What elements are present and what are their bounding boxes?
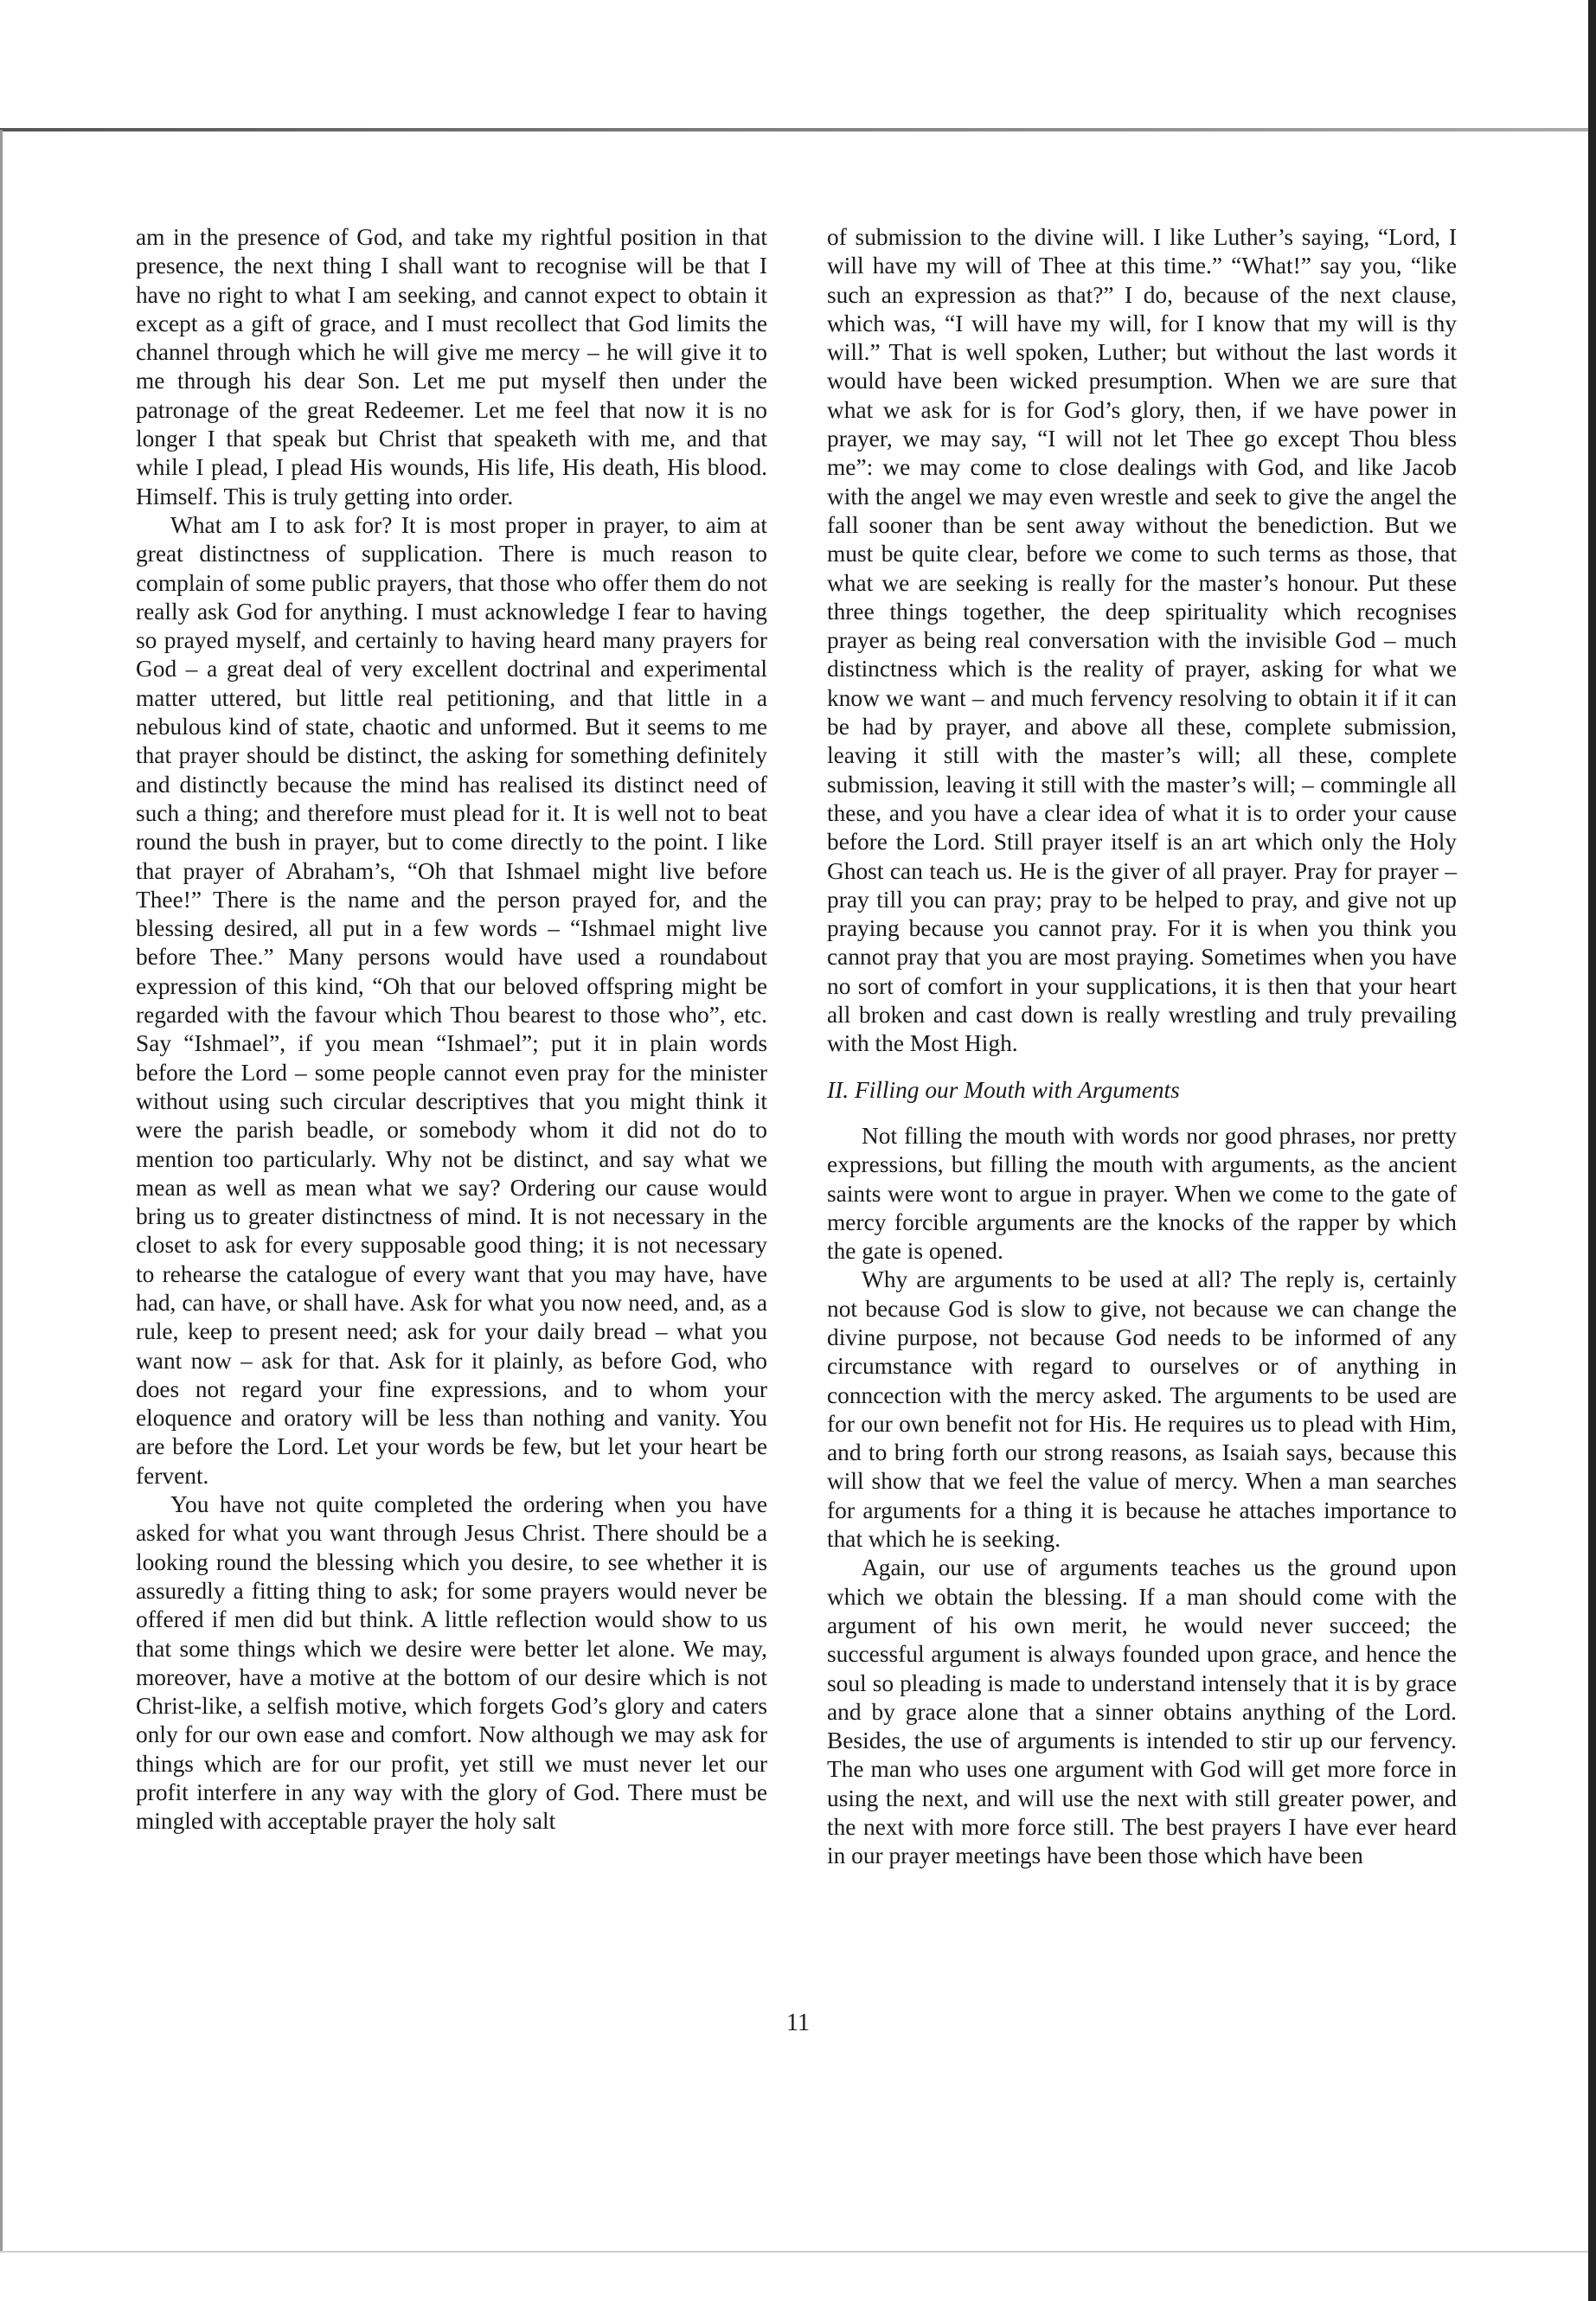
scan-edge-top bbox=[0, 128, 1596, 131]
paragraph: of submission to the divine will. I like Luther’s saying, “Lord, I will have my will of Thee at this time.” “What!” say you, “like such an expression as that?” I do, because of the next clause, which was, “I will have my will, for I know that my will is thy will.” That is well spoken, Luther; but without the last words it would have been wicked presumption. When we are sure that what we ask for is for God’s glory, then, if we have power in prayer, we may say, “I will not let Thee go except Thou bless me”: we may come to close dealings with God, and like Jacob with the angel we may even wrestle and seek to give the angel the fall sooner than be sent away without the benediction. But we must be quite clear, before we come to such terms as those, that what we are seeking is really for the master’s honour. Put these three things together, the deep spirituality which recognises prayer as being real conversation with the invisible God – much distinctness which is the reality of prayer, asking for what we know we want – and much fervency resolving to obtain it if it can be had by prayer, and above all these, complete submission, leaving it still with the master’s will; all these, complete submission, leaving it still with the master’s will; – commingle all these, and you have a clear idea of what it is to order your cause before the Lord. Still prayer itself is an art which only the Holy Ghost can teach us. He is the giver of all prayer. Pray for prayer – pray till you can pray; pray to be helped to pray, and give not up praying because you cannot pray. For it is when you think you cannot pray that you are most praying. Sometimes when you have no sort of comfort in your supplications, it is then that your heart all broken and cast down is really wrestling and truly prevailing with the Most High. bbox=[827, 224, 1457, 1057]
right-column bbox=[827, 223, 1457, 1871]
page-number: 11 bbox=[786, 2009, 810, 2036]
left-column bbox=[136, 223, 767, 1836]
scan-edge-bottom bbox=[0, 2251, 1588, 2253]
paragraph: Why are arguments to be used at all? The reply is, certainly not because God is slow to give, not because we can change the divine purpose, not because God needs to be informed of any circumstance with regard to ourselves or of anything in conncection with the mercy asked. The arguments to be used are for our own benefit not for His. He requires us to plead with Him, and to bring forth our strong reasons, as Isaiah says, because this will show that we feel the value of mercy. When a man searches for arguments for a thing it is because he attaches importance to that which he is seeking. bbox=[827, 1266, 1457, 1553]
paragraph: Not filling the mouth with words nor good phrases, nor pretty expressions, but filling the mouth with arguments, as the ancient saints were wont to argue in prayer. When we come to the gate of mercy forcible arguments are the knocks of the rapper by which the gate is opened. bbox=[827, 1122, 1457, 1265]
paragraph: Again, our use of arguments teaches us the ground upon which we obtain the blessing. If a man should come with the argument of his own merit, he would never succeed; the successful argument is always founded upon grace, and hence the soul so pleading is made to understand intensely that it is by grace and by grace alone that a sinner obtains anything of the Lord. Besides, the use of arguments is intended to stir up our fervency. The man who uses one argument with God will get more force in using the next, and will use the next with still greater power, and the next with more force still. The best prayers I have ever heard in our prayer meetings have been those which have been bbox=[827, 1554, 1457, 1869]
scan-edge-right bbox=[1588, 0, 1596, 2301]
paragraph: am in the presence of God, and take my rightful position in that presence, the next thing I shall want to recognise will be that I have no right to what I am seeking, and cannot expect to obtain it except as a gift of grace, and I must recollect that God limits the channel through which he will give me mercy – he will give it to me through his dear Son. Let me put myself then under the patronage of the great Redeemer. Let me feel that now it is no longer I that speak but Christ that speaketh with me, and that while I plead, I plead His wounds, His life, His death, His blood. Himself. This is truly getting into order. bbox=[136, 224, 767, 510]
scan-edge-left bbox=[0, 130, 3, 2251]
paragraph: What am I to ask for? It is most proper in prayer, to aim at great distinctness of supplication. There is much reason to complain of some public prayers, that those who offer them do not really ask God for anything. I must acknowledge I fear to having so prayed myself, and certainly to having heard many prayers for God – a great deal of very excellent doctrinal and experimental matter uttered, but little real petitioning, and that little in a nebulous kind of state, chaotic and unformed. But it seems to me that prayer should be distinct, the asking for something definitely and distinctly because the mind has realised its distinct need of such a thing; and therefore must plead for it. It is well not to beat round the bush in prayer, but to come directly to the point. I like that prayer of Abraham’s, “Oh that Ishmael might live before Thee!” There is the name and the person prayed for, and the blessing desired, all put in a few words – “Ishmael might live before Thee.” Many persons would have used a roundabout expression of this kind, “Oh that our beloved offspring might be regarded with the favour which Thou bearest to those who”, etc. Say “Ishmael”, if you mean “Ishmael”; put it in plain words before the Lord – some people cannot even pray for the minister without using such circular descriptives that you might think it were the parish beadle, or somebody whom it did not do to mention too particularly. Why not be distinct, and say what we mean as well as mean what we say? Ordering our cause would bring us to greater distinctness of mind. It is not necessary in the closet to ask for every supposable good thing; it is not necessary to rehearse the catalogue of every want that you may have, have had, can have, or shall have. Ask for what you now need, and, as a rule, keep to present need; ask for your daily bread – what you want now – ask for that. Ask for it plainly, as before God, who does not regard your fine expressions, and to whom your eloquence and oratory will be less than nothing and vanity. You are before the Lord. Let your words be few, but let your heart be fervent. bbox=[136, 511, 767, 1489]
section-heading: II. Filling our Mouth with Arguments bbox=[827, 1076, 1180, 1103]
paragraph: You have not quite completed the ordering when you have asked for what you want through Jesus Christ. There should be a looking round the blessing which you desire, to see whether it is assuredly a fitting thing to ask; for some prayers would never be offered if men did but think. A little reflection would show to us that some things which we desire were better let alone. We may, moreover, have a motive at the bottom of our desire which is not Christ-like, a selfish motive, which forgets God’s glory and caters only for our own ease and comfort. Now although we may ask for things which are for our profit, yet still we must never let our profit interfere in any way with the glory of God. There must be mingled with acceptable prayer the holy salt bbox=[136, 1491, 767, 1835]
